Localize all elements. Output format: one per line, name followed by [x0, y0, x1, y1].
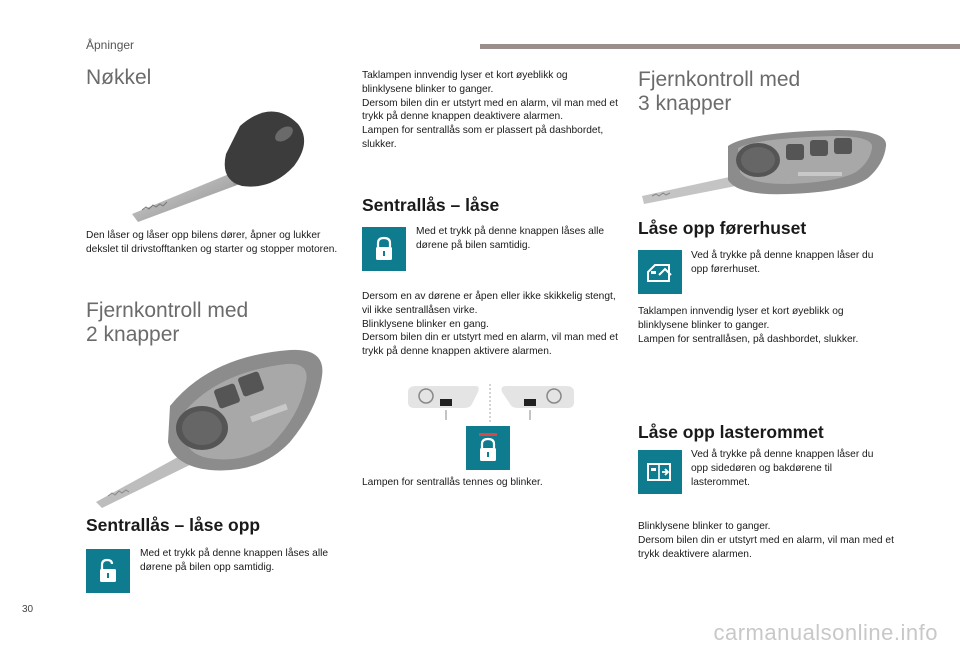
watermark: carmanualsonline.info [713, 620, 938, 645]
unlock-text: Med et trykk på denne knappen låses alle dørene på bilen opp samtidig. [140, 548, 329, 573]
header-bar [480, 44, 960, 49]
cab-text: Ved å trykke på denne knappen låser du opp førerhuset. [691, 250, 874, 275]
cab-title: Låse opp førerhuset [638, 218, 807, 238]
cab-unlock-icon [638, 250, 682, 294]
lock-warning-lamp [466, 426, 510, 470]
cargo-unlock-icon [638, 450, 682, 494]
cargo-description: Blinklysene blinker to ganger. Dersom bilen din er utstyrt med en alarm, vil man med et trykk deaktivere alarmen. [638, 521, 894, 560]
lock-title: Sentrallås – låse [362, 195, 500, 215]
key-text: Den låser og låser opp bilens dører, åpner og lukker dekslet til drivstofftanken og starter og stopper motoren. [86, 230, 338, 255]
lock-description: Dersom en av dørene er åpen eller ikke skikkelig stengt, vil ikke sentrallåsen virke. Blinklysene blinker en gang. Dersom bilen din er utstyrt med en alarm, vil man med et trykk på denne knappen aktivere alarmen. [362, 291, 618, 358]
key-image [122, 102, 312, 222]
intro-text: Taklampen innvendig lyser et kort øyeblikk og blinklysene blinker to ganger. Dersom bilen din er utstyrt med en alarm, vil man med et trykk på denne knappen deaktivere alarmen. Lampen for sentrallås som er plassert på dashbordet, slukker. [362, 70, 618, 150]
remote2-title: Fjernkontroll med 2 knapper [86, 299, 249, 346]
remote-3-buttons-image [638, 126, 890, 204]
page-number: 30 [22, 604, 34, 615]
remote-2-buttons-image [90, 346, 330, 508]
cargo-title: Låse opp lasterommet [638, 422, 824, 442]
section-label: Åpninger [86, 38, 135, 52]
unlock-title: Sentrallås – låse opp [86, 515, 261, 535]
key-title: Nøkkel [86, 66, 152, 89]
unlock-icon [86, 549, 130, 593]
lock-text: Med et trykk på denne knappen låses alle dørene på bilen samtidig. [416, 226, 605, 251]
cab-description: Taklampen innvendig lyser et kort øyeblikk og blinklysene blinker to ganger. Lampen for sentrallåsen, på dashbordet, slukker. [638, 306, 859, 345]
dashboard-illustration [406, 382, 576, 424]
cargo-text: Ved å trykke på denne knappen låser du opp sidedøren og bakdørene til lasterommet. [691, 449, 874, 488]
lock-icon [362, 227, 406, 271]
remote3-title: Fjernkontroll med 3 knapper [638, 68, 801, 115]
lamp-text: Lampen for sentrallås tennes og blinker. [362, 477, 543, 488]
